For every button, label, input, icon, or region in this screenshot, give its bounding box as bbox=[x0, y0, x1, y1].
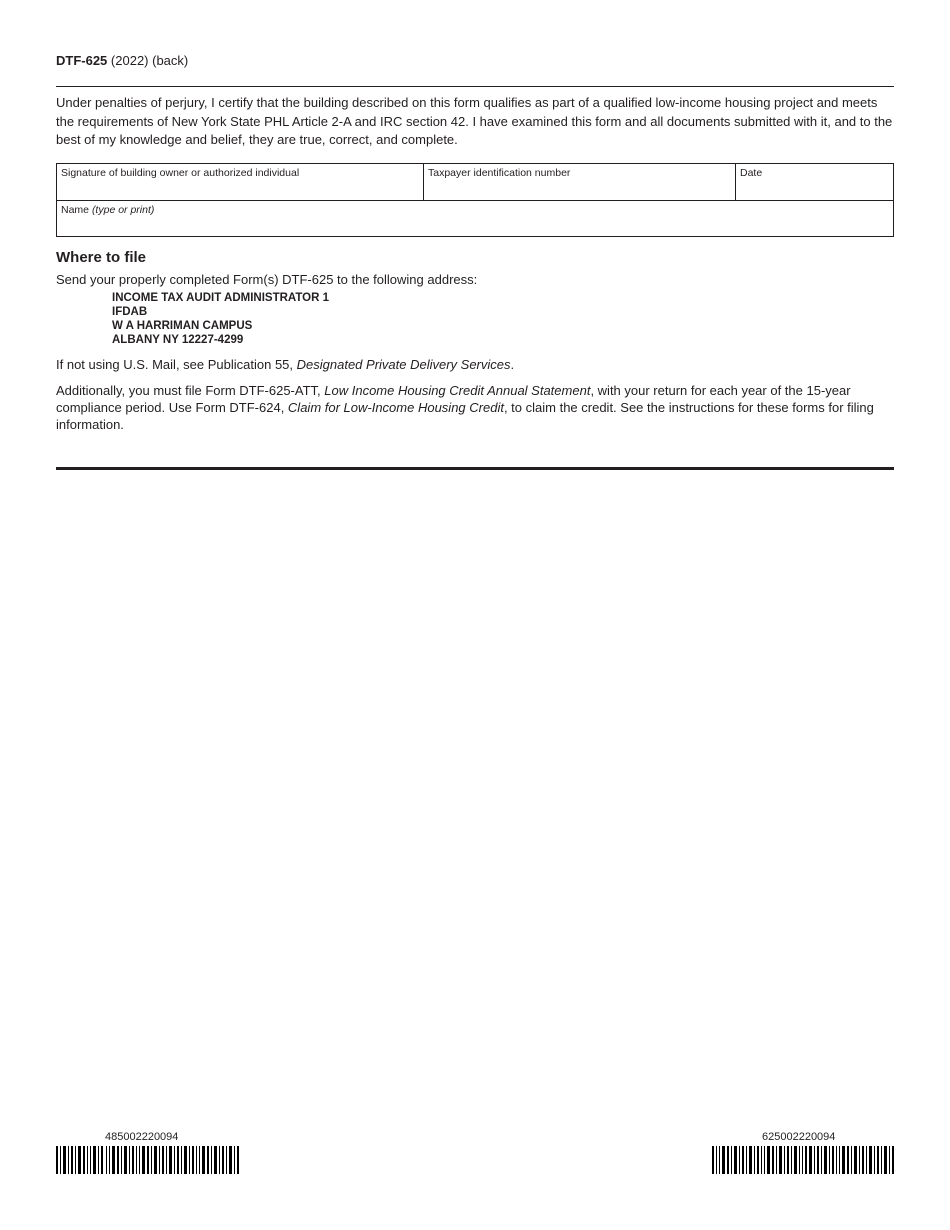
address-line: IFDAB bbox=[112, 306, 148, 318]
form-header bbox=[56, 53, 188, 68]
signature-table bbox=[56, 163, 894, 237]
additional-title-1: Low Income Housing Credit Annual Statement bbox=[324, 383, 591, 398]
additional-text-3: , to claim the credit. See the instructions for these forms for filing information. bbox=[56, 400, 874, 432]
delivery-prefix: If not using U.S. Mail, see Publication 55, bbox=[56, 357, 297, 372]
name-field[interactable] bbox=[57, 201, 893, 236]
delivery-title: Designated Private Delivery Services bbox=[296, 357, 511, 372]
where-to-file-intro: Send your properly completed Form(s) DTF-625 to the following address: bbox=[56, 272, 478, 287]
address-line: ALBANY NY 12227-4299 bbox=[112, 334, 244, 346]
certification-statement: Under penalties of perjury, I certify that the building described on this form qualifies as part of a qualified low-income housing project and meets the requirements of New York State PHL Article 2-A and IRC section 42. I have examined this form and all documents submitted with it, and to the best of my knowledge and belief, they are true, correct, and complete. bbox=[56, 95, 893, 147]
name-label: Name bbox=[61, 204, 90, 216]
tin-label: Taxpayer identification number bbox=[428, 167, 571, 179]
additional-text-2: , with your return for each year of the 15-year compliance period. Use Form DTF-624, bbox=[56, 383, 851, 415]
left-barcode-number: 485002220094 bbox=[105, 1131, 179, 1143]
date-label: Date bbox=[740, 167, 763, 179]
where-to-file-heading: Where to file bbox=[56, 249, 147, 266]
date-field[interactable] bbox=[736, 164, 893, 201]
signature-label: Signature of building owner or authorized individual bbox=[61, 167, 300, 179]
right-barcode-number: 625002220094 bbox=[762, 1131, 836, 1143]
left-barcode bbox=[56, 1146, 239, 1174]
additional-filing-note bbox=[56, 382, 896, 433]
form-year: (2022) (back) bbox=[110, 53, 189, 68]
delivery-suffix: . bbox=[510, 357, 515, 372]
name-note: (type or print) bbox=[91, 204, 155, 216]
address-line: W A HARRIMAN CAMPUS bbox=[112, 320, 253, 332]
additional-title-2: Claim for Low-Income Housing Credit bbox=[287, 400, 504, 415]
form-id: DTF-625 bbox=[56, 53, 108, 68]
delivery-services-note bbox=[56, 356, 896, 373]
header-divider bbox=[56, 86, 894, 87]
tin-field[interactable] bbox=[424, 164, 736, 201]
section-divider bbox=[56, 467, 894, 470]
additional-text-1: Additionally, you must file Form DTF-625-ATT, bbox=[56, 383, 325, 398]
address-line: INCOME TAX AUDIT ADMINISTRATOR 1 bbox=[112, 292, 330, 304]
signature-field[interactable] bbox=[57, 164, 424, 201]
mailing-address bbox=[112, 291, 329, 347]
right-barcode bbox=[712, 1146, 894, 1174]
